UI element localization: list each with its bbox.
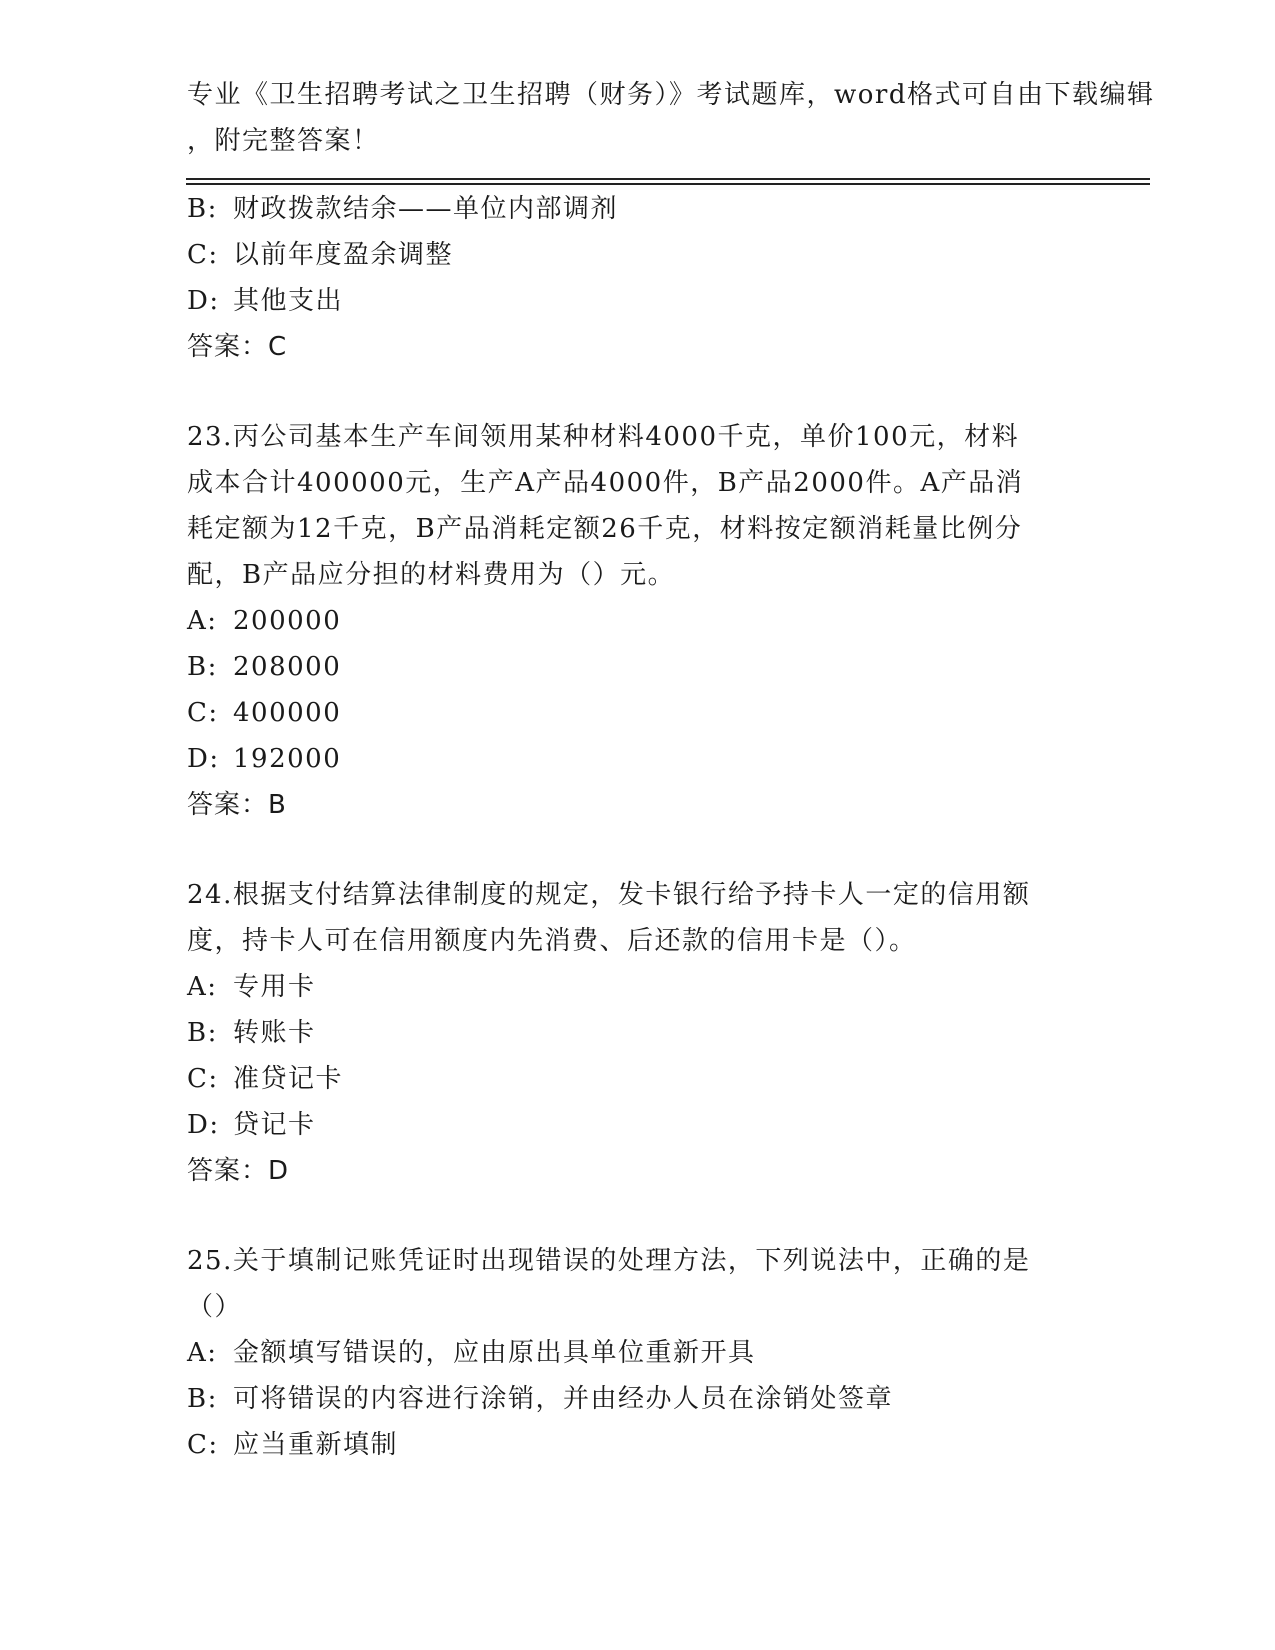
answer-line: 答案：C	[187, 332, 288, 362]
option-b	[187, 1010, 1087, 1056]
option-d	[187, 736, 1087, 782]
option-c	[187, 690, 1087, 736]
header-divider-top	[186, 178, 1150, 180]
option-text: 400000	[233, 698, 342, 728]
option-key: C:	[187, 1430, 219, 1460]
option-text: 贷记卡	[233, 1110, 316, 1140]
document-header	[187, 72, 1155, 164]
option-c	[187, 1056, 1087, 1102]
option-key: B:	[187, 1018, 218, 1048]
option-text: 转账卡	[233, 1018, 316, 1048]
option-a	[187, 1330, 1087, 1376]
option-key: C:	[187, 240, 219, 270]
option-text: 以前年度盈余调整	[233, 240, 454, 270]
option-key: A:	[187, 1338, 218, 1368]
question-text-line: 配，B产品应分担的材料费用为（）元。	[187, 560, 676, 590]
option-text: 200000	[233, 606, 342, 636]
option-d	[187, 1102, 1087, 1148]
option-a	[187, 598, 1087, 644]
header-line-1: 专业《卫生招聘考试之卫生招聘（财务）》考试题库，word格式可自由下载编辑	[187, 80, 1155, 110]
option-b	[187, 644, 1087, 690]
question-text-line: 度，持卡人可在信用额度内先消费、后还款的信用卡是（）。	[187, 926, 917, 956]
answer-line: 答案：B	[187, 790, 287, 820]
option-text: 专用卡	[233, 972, 316, 1002]
option-b	[187, 1376, 1087, 1422]
option-text: 可将错误的内容进行涂销，并由经办人员在涂销处签章	[233, 1384, 894, 1414]
option-text: 应当重新填制	[233, 1430, 399, 1460]
header-divider-bottom	[186, 183, 1150, 185]
question-text-line: 24.根据支付结算法律制度的规定，发卡银行给予持卡人一定的信用额	[187, 880, 1031, 910]
option-b	[187, 186, 1087, 232]
option-key: C:	[187, 698, 219, 728]
header-line-2: ，附完整答案！	[187, 126, 380, 156]
option-a	[187, 964, 1087, 1010]
question-block	[187, 186, 1087, 370]
option-text: 208000	[233, 652, 342, 682]
question-text-line: 25.关于填制记账凭证时出现错误的处理方法，下列说法中，正确的是	[187, 1246, 1031, 1276]
question-text-line: 成本合计400000元，生产A产品4000件，B产品2000件。A产品消	[187, 468, 1024, 498]
option-key: D:	[187, 744, 220, 774]
option-key: D:	[187, 286, 220, 316]
option-key: B:	[187, 1384, 218, 1414]
question-text-line: 23.丙公司基本生产车间领用某种材料4000千克，单价100元，材料	[187, 422, 1020, 452]
question-list	[187, 186, 1087, 1468]
option-key: C:	[187, 1064, 219, 1094]
option-key: A:	[187, 972, 218, 1002]
option-text: 准贷记卡	[233, 1064, 344, 1094]
question-block	[187, 414, 1087, 828]
option-text: 其他支出	[233, 286, 344, 316]
option-key: B:	[187, 652, 218, 682]
question-text-line: 耗定额为12千克，B产品消耗定额26千克，材料按定额消耗量比例分	[187, 514, 1023, 544]
question-text-line: （）	[187, 1292, 243, 1322]
option-d	[187, 278, 1087, 324]
option-text: 金额填写错误的，应由原出具单位重新开具	[233, 1338, 756, 1368]
option-c	[187, 1422, 1087, 1468]
question-block	[187, 872, 1087, 1194]
option-c	[187, 232, 1087, 278]
option-key: A:	[187, 606, 218, 636]
question-block	[187, 1238, 1087, 1468]
answer-line: 答案：D	[187, 1156, 290, 1186]
option-key: D:	[187, 1110, 220, 1140]
option-key: B:	[187, 194, 218, 224]
option-text: 财政拨款结余——单位内部调剂	[233, 194, 619, 224]
option-text: 192000	[233, 744, 342, 774]
